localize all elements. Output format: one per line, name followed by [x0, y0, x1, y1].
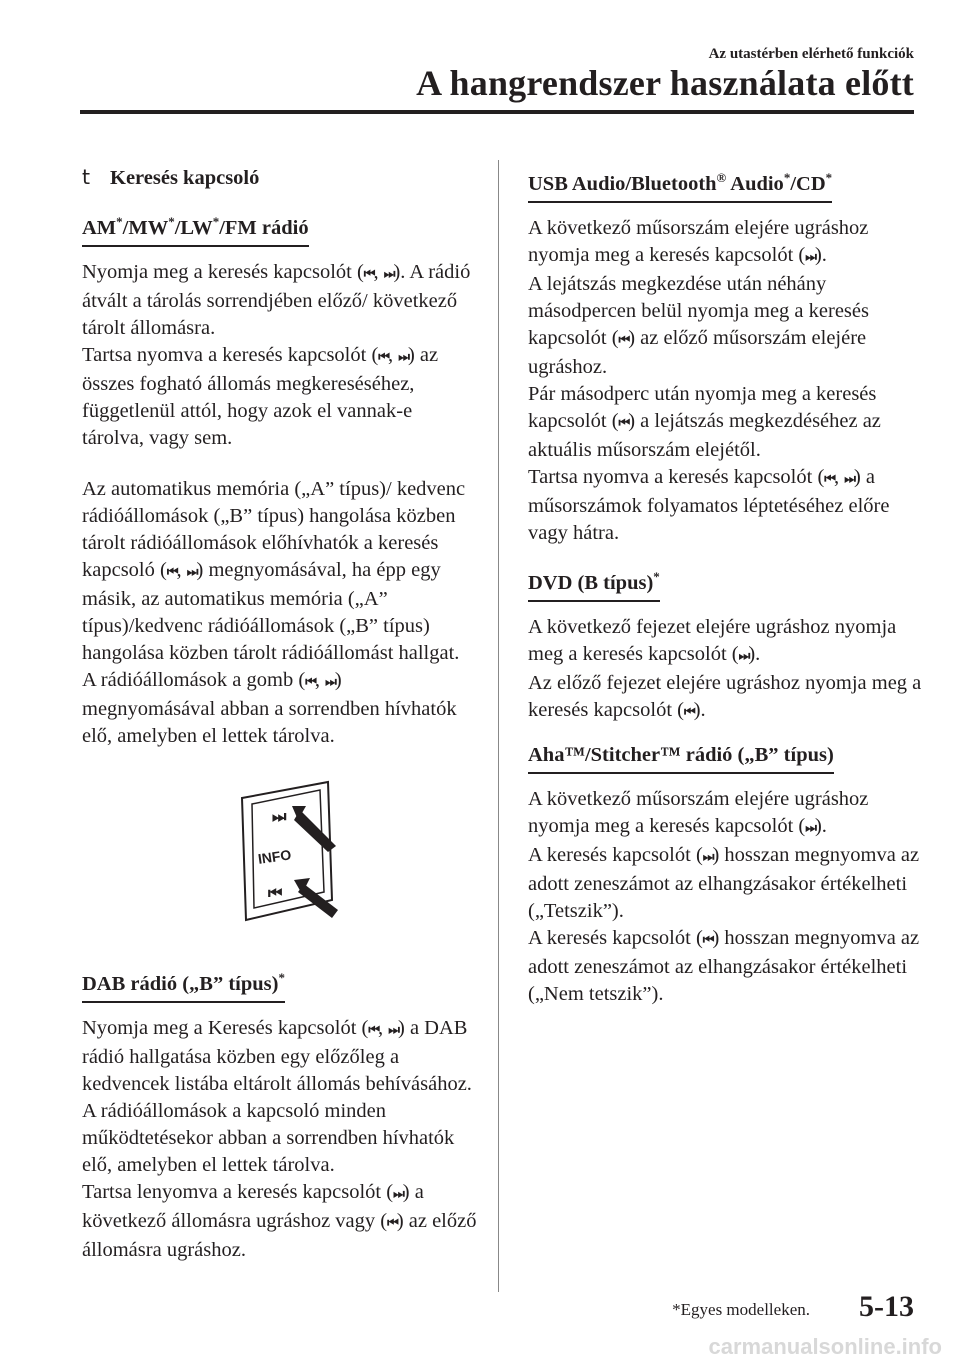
header-rule [80, 110, 914, 114]
aha-paragraph-3: A keresés kapcsolót (⏮) hosszan megnyomva az adott zeneszámot az elhangzásakor értékelheti („Nem tetszik”). [528, 926, 920, 1005]
next-track-icon: ⏭ [393, 1186, 403, 1202]
prev-track-icon: ⏮ [618, 332, 629, 348]
next-track-icon: ⏭ [398, 349, 408, 365]
seek-switch-illustration [232, 780, 342, 930]
prev-track-icon: ⏮ [166, 564, 177, 580]
next-track-icon: ⏭ [805, 249, 815, 265]
dab-paragraph-2: Tartsa lenyomva a keresés kapcsolót (⏭) a következő állomásra ugráshoz vagy (⏮) az előző állomásra ugráshoz. [82, 1180, 477, 1261]
dab-heading: DAB rádió („B” típus)* [82, 964, 285, 1003]
svg-text:⏮: ⏮ [268, 882, 283, 902]
usb-paragraph-3: Pár másodperc után nyomja meg a keresés kapcsolót (⏮) a lejátszás megkezdéséhez az aktuális műsorszám elejétől. [528, 382, 881, 461]
bullet-icon: t [82, 165, 91, 189]
next-track-icon: ⏭ [702, 849, 713, 865]
next-track-icon: ⏭ [844, 471, 854, 487]
dvd-paragraph-1: A következő fejezet elejére ugráshoz nyomja meg a keresés kapcsolót (⏭). [528, 615, 897, 665]
right-column [528, 160, 923, 1008]
aha-paragraph-1: A következő műsorszám elejére ugráshoz nyomja meg a keresés kapcsolót (⏭). [528, 787, 869, 837]
next-track-icon: ⏭ [383, 266, 394, 282]
column-divider [498, 160, 499, 1292]
next-track-icon: ⏭ [738, 648, 749, 664]
prev-track-icon: ⏮ [363, 266, 374, 282]
usb-heading: USB Audio/Bluetooth® Audio*/CD* [528, 164, 832, 203]
dvd-heading: DVD (B típus)* [528, 563, 660, 602]
prev-track-icon: ⏮ [378, 349, 388, 365]
left-column [82, 160, 477, 1264]
prev-track-icon: ⏮ [824, 471, 834, 487]
prev-track-icon: ⏮ [305, 674, 315, 690]
usb-paragraph-2: A lejátszás megkezdése után néhány másodpercen belül nyomja meg a keresés kapcsolót (⏮) az előző műsorszám elejére ugráshoz. [528, 272, 869, 378]
am-heading: AM*/MW*/LW*/FM rádió [82, 208, 309, 247]
prev-track-icon: ⏮ [387, 1215, 397, 1231]
am-paragraph-1: Nyomja meg a keresés kapcsolót (⏮, ⏭). A rádió átvált a tárolás sorrendjében előző/ következő tárolt állomásra. [82, 260, 471, 339]
prev-track-icon: ⏮ [368, 1022, 379, 1038]
next-track-icon: ⏭ [325, 674, 335, 690]
prev-track-icon: ⏮ [683, 704, 694, 720]
page-number: 5-13 [859, 1290, 914, 1323]
info-label: INFO [256, 846, 293, 867]
next-track-icon: ⏭ [388, 1022, 398, 1038]
heading-text: Keresés kapcsoló [110, 167, 260, 189]
aha-paragraph-2: A keresés kapcsolót (⏭) hosszan megnyomva az adott zeneszámot az elhangzásakor értékelheti („Tetszik”). [528, 843, 920, 922]
am-paragraph-2: Tartsa nyomva a keresés kapcsolót (⏮, ⏭) az összes fogható állomás megkereséséhez, függetlenül attól, hogy azok el vannak-e tárolva, vagy sem. [82, 343, 439, 449]
usb-paragraph-4: Tartsa nyomva a keresés kapcsolót (⏮, ⏭) a műsorszámok folyamatos léptetéséhez előre vagy hátra. [528, 465, 890, 544]
next-track-icon: ⏭ [186, 564, 197, 580]
usb-paragraph-1: A következő műsorszám elejére ugráshoz nyomja meg a keresés kapcsolót (⏭). [528, 216, 869, 266]
section-heading [82, 164, 477, 192]
footnote: *Egyes modelleken. [672, 1300, 810, 1319]
watermark: carmanualsonline.info [708, 1334, 942, 1359]
next-track-icon: ⏭ [805, 820, 815, 836]
prev-track-icon: ⏮ [618, 415, 629, 431]
auto-memory-paragraph: Az automatikus memória („A” típus)/ kedvenc rádióállomások („B” típus) hangolása közben tárolt rádióállomások előhívhatók a keresés kapcsoló (⏮, ⏭) megnyomásával, ha épp egy másik, az automatikus memória („A” típus)/kedvenc rádióállomások („B” típus) hangolása közben tárolt rádióállomást hallgat. A rádióállomások a gomb (⏮, ⏭) megnyomásával abban a sorrendben hívhatók elő, amelyben el lettek tárolva. [82, 477, 466, 747]
dab-paragraph-1: Nyomja meg a Keresés kapcsolót (⏮, ⏭) a DAB rádió hallgatása közben egy előzőleg a kedvencek listába eltárolt állomás behívásához. A rádióállomások a kapcsoló minden működtetésekor abban a sorrendben hívhatók elő, amelyben el lettek tárolva. [82, 1016, 472, 1176]
aha-heading: Aha™/Stitcher™ rádió („B” típus) [528, 742, 834, 774]
prev-track-icon: ⏮ [702, 932, 713, 948]
dvd-paragraph-2: Az előző fejezet elejére ugráshoz nyomja meg a keresés kapcsolót (⏮). [528, 671, 922, 721]
svg-text:⏭: ⏭ [272, 806, 287, 826]
page-title: A hangrendszer használata előtt [416, 63, 914, 103]
section-label: Az utastérben elérhető funkciók [708, 46, 914, 62]
